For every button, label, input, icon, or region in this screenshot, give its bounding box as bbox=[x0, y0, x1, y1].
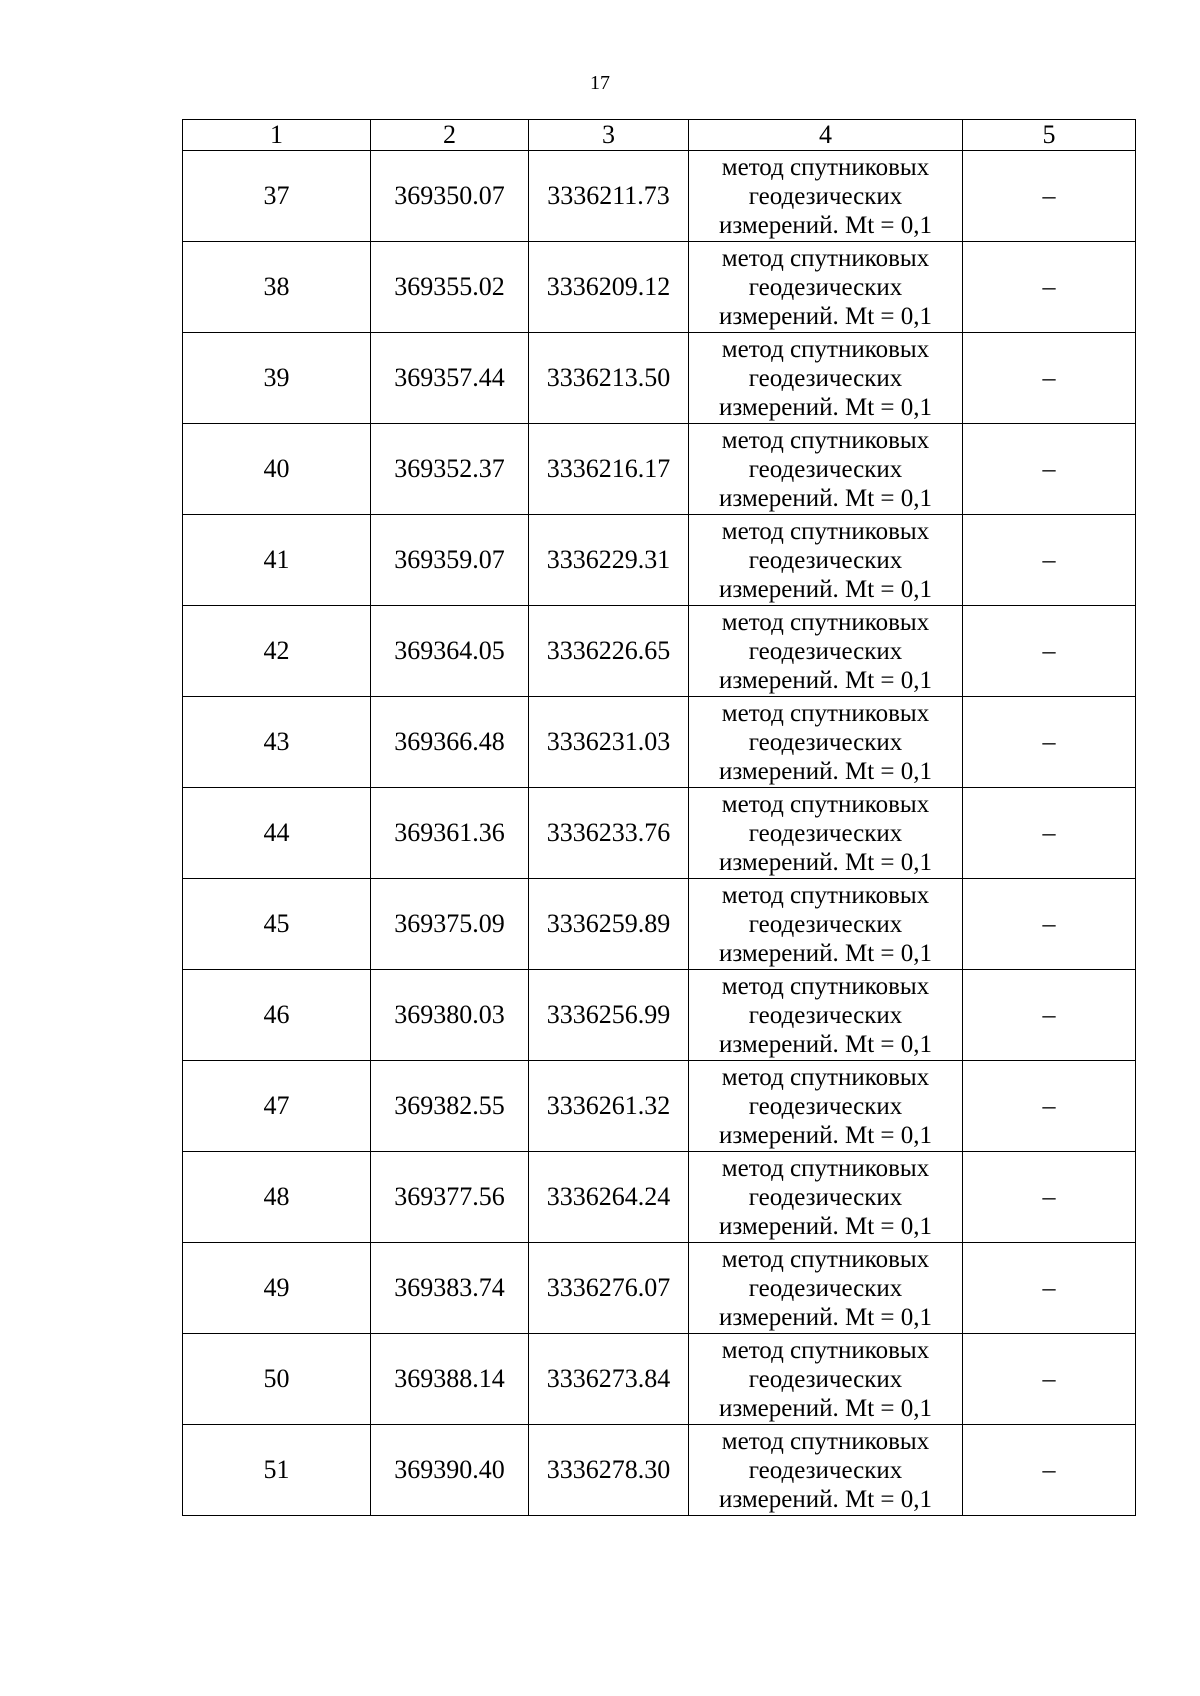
y-coordinate-cell: 3336209.12 bbox=[529, 242, 689, 333]
method-line: метод спутниковых bbox=[721, 335, 930, 363]
method-line: метод спутниковых bbox=[721, 881, 930, 909]
header-cell-2: 2 bbox=[371, 120, 529, 151]
y-coordinate-cell: 3336231.03 bbox=[529, 697, 689, 788]
method-line: геодезических bbox=[748, 455, 903, 483]
method-line: геодезических bbox=[748, 910, 903, 938]
method-cell bbox=[689, 151, 963, 242]
dash-cell: – bbox=[963, 788, 1136, 879]
table-row bbox=[183, 1334, 1136, 1425]
x-coordinate-cell: 369380.03 bbox=[371, 970, 529, 1061]
point-number-cell: 37 bbox=[183, 151, 371, 242]
method-line: метод спутниковых bbox=[721, 517, 930, 545]
method-line: метод спутниковых bbox=[721, 153, 930, 181]
method-line: метод спутниковых bbox=[721, 244, 930, 272]
y-coordinate-cell: 3336256.99 bbox=[529, 970, 689, 1061]
point-number-cell: 48 bbox=[183, 1152, 371, 1243]
y-coordinate-cell: 3336211.73 bbox=[529, 151, 689, 242]
table-row bbox=[183, 1243, 1136, 1334]
method-line: измерений. Mt = 0,1 bbox=[718, 1394, 933, 1422]
table-row bbox=[183, 879, 1136, 970]
point-number-cell: 46 bbox=[183, 970, 371, 1061]
x-coordinate-cell: 369359.07 bbox=[371, 515, 529, 606]
method-line: измерений. Mt = 0,1 bbox=[718, 575, 933, 603]
dash-cell: – bbox=[963, 1334, 1136, 1425]
table-row bbox=[183, 151, 1136, 242]
method-line: метод спутниковых bbox=[721, 1245, 930, 1273]
point-number-cell: 44 bbox=[183, 788, 371, 879]
method-cell bbox=[689, 515, 963, 606]
y-coordinate-cell: 3336233.76 bbox=[529, 788, 689, 879]
point-number-cell: 42 bbox=[183, 606, 371, 697]
header-cell-1: 1 bbox=[183, 120, 371, 151]
method-cell bbox=[689, 697, 963, 788]
x-coordinate-cell: 369352.37 bbox=[371, 424, 529, 515]
method-line: метод спутниковых bbox=[721, 699, 930, 727]
table-body bbox=[183, 151, 1136, 1516]
dash-cell: – bbox=[963, 697, 1136, 788]
method-line: геодезических bbox=[748, 1183, 903, 1211]
coordinates-table bbox=[182, 119, 1136, 1516]
method-line: измерений. Mt = 0,1 bbox=[718, 1485, 933, 1513]
dash-cell: – bbox=[963, 242, 1136, 333]
dash-cell: – bbox=[963, 970, 1136, 1061]
method-line: геодезических bbox=[748, 1365, 903, 1393]
dash-cell: – bbox=[963, 333, 1136, 424]
method-cell bbox=[689, 606, 963, 697]
method-cell bbox=[689, 424, 963, 515]
table-row bbox=[183, 424, 1136, 515]
table-row bbox=[183, 1152, 1136, 1243]
x-coordinate-cell: 369377.56 bbox=[371, 1152, 529, 1243]
y-coordinate-cell: 3336226.65 bbox=[529, 606, 689, 697]
method-line: метод спутниковых bbox=[721, 790, 930, 818]
x-coordinate-cell: 369390.40 bbox=[371, 1425, 529, 1516]
dash-cell: – bbox=[963, 606, 1136, 697]
table-row bbox=[183, 788, 1136, 879]
x-coordinate-cell: 369357.44 bbox=[371, 333, 529, 424]
table-row bbox=[183, 1061, 1136, 1152]
method-cell bbox=[689, 1061, 963, 1152]
x-coordinate-cell: 369355.02 bbox=[371, 242, 529, 333]
point-number-cell: 38 bbox=[183, 242, 371, 333]
method-line: метод спутниковых bbox=[721, 1063, 930, 1091]
method-line: измерений. Mt = 0,1 bbox=[718, 848, 933, 876]
table-row bbox=[183, 697, 1136, 788]
table-row bbox=[183, 242, 1136, 333]
point-number-cell: 39 bbox=[183, 333, 371, 424]
y-coordinate-cell: 3336278.30 bbox=[529, 1425, 689, 1516]
method-line: геодезических bbox=[748, 637, 903, 665]
method-line: измерений. Mt = 0,1 bbox=[718, 1303, 933, 1331]
point-number-cell: 49 bbox=[183, 1243, 371, 1334]
y-coordinate-cell: 3336273.84 bbox=[529, 1334, 689, 1425]
y-coordinate-cell: 3336229.31 bbox=[529, 515, 689, 606]
x-coordinate-cell: 369361.36 bbox=[371, 788, 529, 879]
dash-cell: – bbox=[963, 515, 1136, 606]
dash-cell: – bbox=[963, 1152, 1136, 1243]
point-number-cell: 47 bbox=[183, 1061, 371, 1152]
header-cell-3: 3 bbox=[529, 120, 689, 151]
method-line: геодезических bbox=[748, 819, 903, 847]
table-row bbox=[183, 515, 1136, 606]
method-line: измерений. Mt = 0,1 bbox=[718, 1030, 933, 1058]
method-cell bbox=[689, 333, 963, 424]
method-line: измерений. Mt = 0,1 bbox=[718, 666, 933, 694]
method-line: геодезических bbox=[748, 1456, 903, 1484]
method-line: геодезических bbox=[748, 273, 903, 301]
dash-cell: – bbox=[963, 151, 1136, 242]
y-coordinate-cell: 3336261.32 bbox=[529, 1061, 689, 1152]
y-coordinate-cell: 3336276.07 bbox=[529, 1243, 689, 1334]
method-line: измерений. Mt = 0,1 bbox=[718, 939, 933, 967]
method-line: измерений. Mt = 0,1 bbox=[718, 484, 933, 512]
dash-cell: – bbox=[963, 1425, 1136, 1516]
method-cell bbox=[689, 879, 963, 970]
method-line: измерений. Mt = 0,1 bbox=[718, 757, 933, 785]
method-cell bbox=[689, 788, 963, 879]
method-line: измерений. Mt = 0,1 bbox=[718, 302, 933, 330]
dash-cell: – bbox=[963, 1243, 1136, 1334]
method-line: измерений. Mt = 0,1 bbox=[718, 1121, 933, 1149]
header-row bbox=[183, 120, 1136, 151]
method-cell bbox=[689, 242, 963, 333]
table-row bbox=[183, 970, 1136, 1061]
x-coordinate-cell: 369366.48 bbox=[371, 697, 529, 788]
x-coordinate-cell: 369383.74 bbox=[371, 1243, 529, 1334]
method-line: измерений. Mt = 0,1 bbox=[718, 1212, 933, 1240]
y-coordinate-cell: 3336259.89 bbox=[529, 879, 689, 970]
method-line: метод спутниковых bbox=[721, 426, 930, 454]
table-row bbox=[183, 1425, 1136, 1516]
method-line: метод спутниковых bbox=[721, 1336, 930, 1364]
method-cell bbox=[689, 1334, 963, 1425]
method-line: геодезических bbox=[748, 182, 903, 210]
method-line: геодезических bbox=[748, 546, 903, 574]
point-number-cell: 41 bbox=[183, 515, 371, 606]
x-coordinate-cell: 369350.07 bbox=[371, 151, 529, 242]
y-coordinate-cell: 3336264.24 bbox=[529, 1152, 689, 1243]
y-coordinate-cell: 3336213.50 bbox=[529, 333, 689, 424]
y-coordinate-cell: 3336216.17 bbox=[529, 424, 689, 515]
method-line: геодезических bbox=[748, 1092, 903, 1120]
header-cell-4: 4 bbox=[689, 120, 963, 151]
x-coordinate-cell: 369364.05 bbox=[371, 606, 529, 697]
dash-cell: – bbox=[963, 424, 1136, 515]
method-cell bbox=[689, 1243, 963, 1334]
dash-cell: – bbox=[963, 879, 1136, 970]
dash-cell: – bbox=[963, 1061, 1136, 1152]
x-coordinate-cell: 369388.14 bbox=[371, 1334, 529, 1425]
method-line: измерений. Mt = 0,1 bbox=[718, 211, 933, 239]
method-line: геодезических bbox=[748, 728, 903, 756]
header-cell-5: 5 bbox=[963, 120, 1136, 151]
page-number: 17 bbox=[590, 72, 610, 94]
method-line: метод спутниковых bbox=[721, 608, 930, 636]
table-row bbox=[183, 606, 1136, 697]
point-number-cell: 40 bbox=[183, 424, 371, 515]
method-cell bbox=[689, 1425, 963, 1516]
method-line: геодезических bbox=[748, 364, 903, 392]
method-line: метод спутниковых bbox=[721, 1427, 930, 1455]
x-coordinate-cell: 369375.09 bbox=[371, 879, 529, 970]
method-cell bbox=[689, 970, 963, 1061]
point-number-cell: 45 bbox=[183, 879, 371, 970]
method-line: геодезических bbox=[748, 1274, 903, 1302]
table-row bbox=[183, 333, 1136, 424]
point-number-cell: 51 bbox=[183, 1425, 371, 1516]
point-number-cell: 43 bbox=[183, 697, 371, 788]
method-line: метод спутниковых bbox=[721, 1154, 930, 1182]
method-line: геодезических bbox=[748, 1001, 903, 1029]
method-line: метод спутниковых bbox=[721, 972, 930, 1000]
x-coordinate-cell: 369382.55 bbox=[371, 1061, 529, 1152]
method-line: измерений. Mt = 0,1 bbox=[718, 393, 933, 421]
point-number-cell: 50 bbox=[183, 1334, 371, 1425]
method-cell bbox=[689, 1152, 963, 1243]
